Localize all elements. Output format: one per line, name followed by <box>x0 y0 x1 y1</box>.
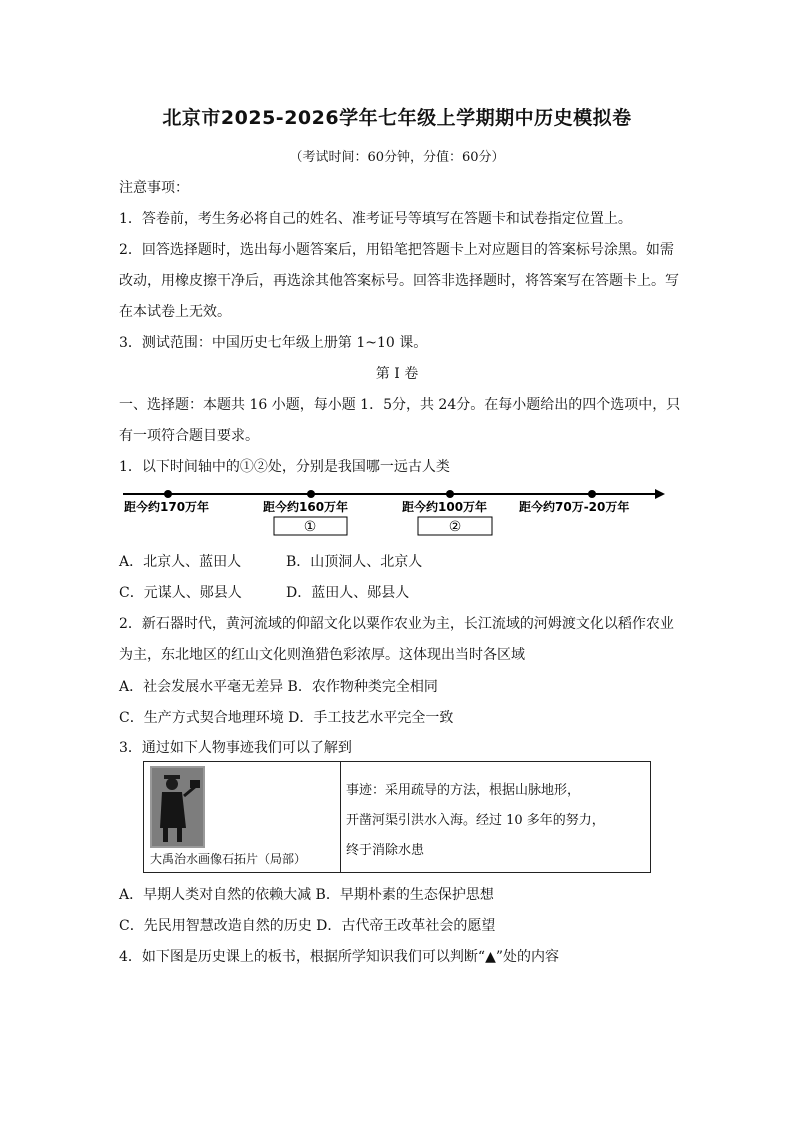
volume-heading: 第 I 卷 <box>375 366 419 382</box>
question-4-stem: 4．如下图是历史课上的板书，根据所学知识我们可以判断“▲”处的内容 <box>119 949 559 965</box>
timeline-diagram <box>119 482 675 540</box>
question-3-table <box>143 761 651 873</box>
note-2-line-2: 改动，用橡皮擦干净后，再选涂其他答案标号。回答非选择题时，将答案写在答题卡上。写 <box>119 273 679 289</box>
question-2-stem-line-2: 为主，东北地区的红山文化则渔猎色彩浓厚。这体现出当时各区域 <box>119 647 525 663</box>
timeline-point-3 <box>446 490 454 498</box>
question-2-stem-line-1: 2．新石器时代，黄河流域的仰韶文化以粟作农业为主，长江流域的河姆渡文化以稻作农业 <box>119 616 674 632</box>
page-title: 北京市2025-2026学年七年级上学期期中历史模拟卷 <box>162 107 632 129</box>
question-1-option-d: D．蓝田人、郧县人 <box>286 585 410 601</box>
notes-heading: 注意事项： <box>119 180 189 196</box>
question-1-option-a: A．北京人、蓝田人 <box>119 554 242 570</box>
answer-box-2-label: ② <box>448 519 462 535</box>
question-2-options-cd: C．生产方式契合地理环境 D．手工技艺水平完全一致 <box>119 710 454 726</box>
question-3-stem: 3．通过如下人物事迹我们可以了解到 <box>119 740 352 756</box>
deed-line-3: 终于消除水患 <box>346 843 425 858</box>
dayu-rubbing-image <box>150 766 205 848</box>
question-3-options-ab: A．早期人类对自然的依赖大减 B．早期朴素的生态保护思想 <box>119 887 494 903</box>
deed-line-1: 事迹：采用疏导的方法，根据山脉地形， <box>346 783 581 798</box>
exam-info: （考试时间：60分钟，分值：60分） <box>289 150 505 165</box>
note-2-line-3: 在本试卷上无效。 <box>119 304 231 320</box>
image-caption: 大禹治水画像石拓片（局部） <box>150 852 307 866</box>
part1-instructions-line-1: 一、选择题：本题共 16 小题，每小题 1．5分，共 24分。在每小题给出的四个选项中，只 <box>119 397 681 413</box>
timeline-point-4 <box>588 490 596 498</box>
note-2-line-1: 2．回答选择题时，选出每小题答案后，用铅笔把答题卡上对应题目的答案标号涂黑。如需 <box>119 242 674 258</box>
timeline-point-1 <box>164 490 172 498</box>
question-2-options-ab: A．社会发展水平毫无差异 B．农作物种类完全相同 <box>119 679 438 695</box>
timeline-label-4: 距今约70万-20万年 <box>519 500 630 514</box>
deed-line-2: 开凿河渠引洪水入海。经过 10 多年的努力， <box>346 813 605 828</box>
timeline-point-2 <box>307 490 315 498</box>
question-1-stem: 1．以下时间轴中的①②处，分别是我国哪一远古人类 <box>119 459 450 475</box>
dayu-figure-icon <box>150 766 205 848</box>
table-divider <box>340 762 341 872</box>
timeline-arrow <box>655 489 665 499</box>
part1-instructions-line-2: 有一项符合题目要求。 <box>119 428 259 444</box>
timeline-label-2: 距今约160万年 <box>263 500 349 514</box>
timeline-label-1: 距今约170万年 <box>124 500 210 514</box>
answer-box-1-label: ① <box>303 519 317 535</box>
note-1: 1．答卷前，考生务必将自己的姓名、准考证号等填写在答题卡和试卷指定位置上。 <box>119 211 632 227</box>
question-1-option-b: B．山顶洞人、北京人 <box>286 554 423 570</box>
timeline-label-3: 距今约100万年 <box>402 500 488 514</box>
question-1-option-c: C．元谋人、郧县人 <box>119 585 242 601</box>
question-3-options-cd: C．先民用智慧改造自然的历史 D．古代帝王改革社会的愿望 <box>119 918 496 934</box>
note-3: 3．测试范围：中国历史七年级上册第 1~10 课。 <box>119 335 428 351</box>
